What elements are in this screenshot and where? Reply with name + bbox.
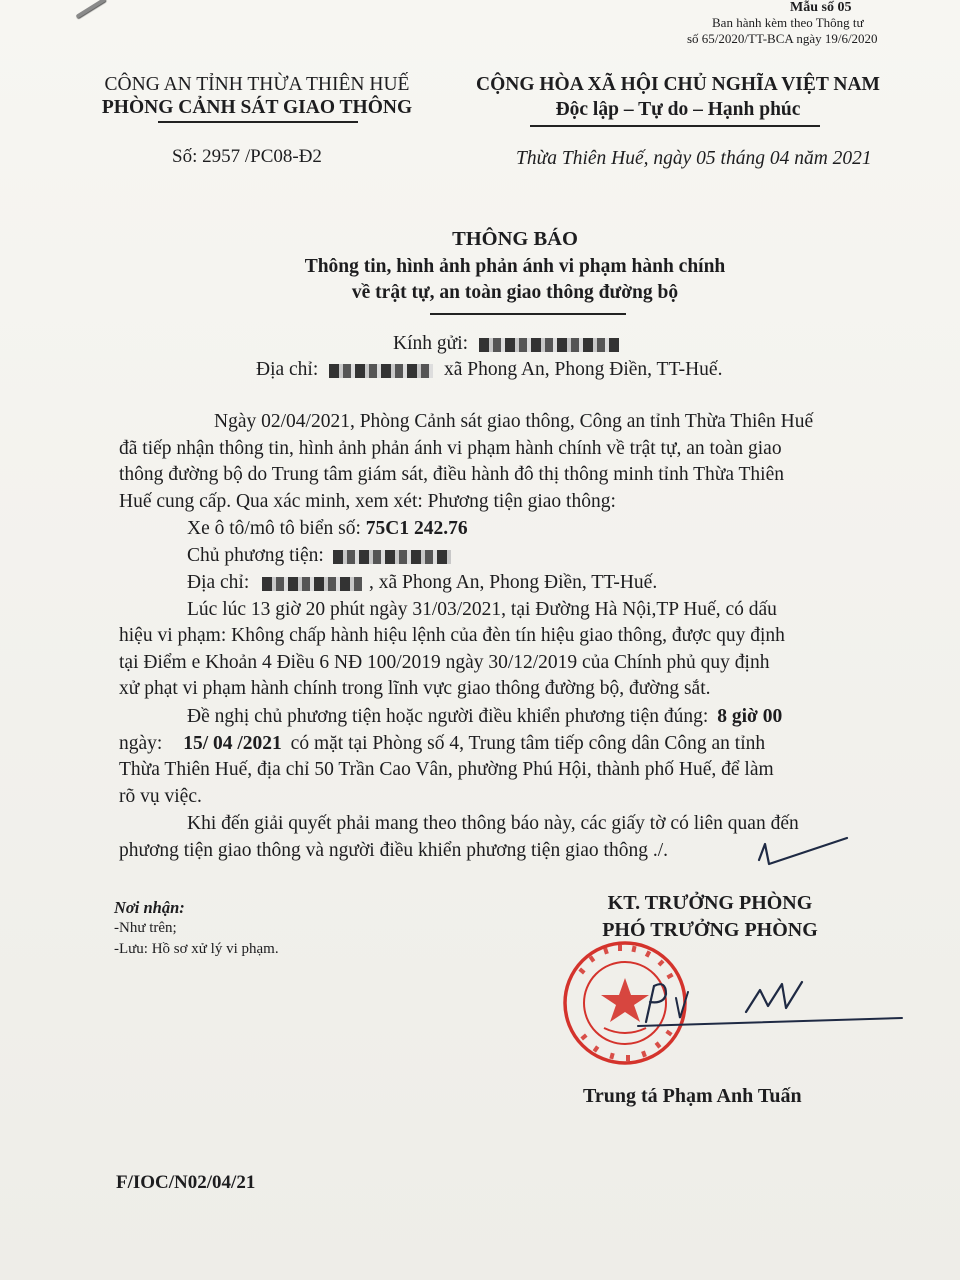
para2-line3: tại Điểm e Khoản 4 Điều 6 NĐ 100/2019 ngày 30/12/2019 của Chính phủ quy định <box>119 652 770 673</box>
plate-line <box>187 516 468 543</box>
signer-role-2: PHÓ TRƯỞNG PHÒNG <box>602 919 818 941</box>
para2-line1: Lúc lúc 13 giờ 20 phút ngày 31/03/2021, tại Đường Hà Nội,TP Huế, có dấu <box>187 599 777 620</box>
para3-line4: rõ vụ việc. <box>119 786 202 807</box>
para3-line2-text: có mặt tại Phòng số 4, Trung tâm tiếp công dân Công an tỉnh <box>290 733 766 754</box>
form-code: Mẫu số 05 <box>790 0 852 15</box>
form-circular: số 65/2020/TT-BCA ngày 19/6/2020 <box>687 31 878 46</box>
para3-line1 <box>187 704 782 731</box>
recipient-line <box>393 333 619 355</box>
redacted-recipient-address <box>329 364 433 378</box>
motto-underline <box>530 125 820 127</box>
para4-line1: Khi đến giải quyết phải mang theo thông báo này, các giấy tờ có liên quan đến <box>187 813 799 834</box>
handwritten-end-mark <box>755 826 851 870</box>
agency-name: PHÒNG CẢNH SÁT GIAO THÔNG <box>101 97 413 118</box>
signer-role-1: KT. TRƯỞNG PHÒNG <box>607 892 813 914</box>
national-name: CỘNG HÒA XÃ HỘI CHỦ NGHĨA VIỆT NAM <box>476 74 880 95</box>
recipients-item-2: -Lưu: Hồ sơ xử lý vi phạm. <box>114 941 279 957</box>
notice-subtitle-2: về trật tự, an toàn giao thông đường bộ <box>351 282 679 303</box>
para3-line2-label: ngày: <box>119 733 163 754</box>
owner-label: Chủ phương tiện: <box>187 545 324 566</box>
para2-line2: hiệu vi phạm: Không chấp hành hiệu lệnh của đèn tín hiệu giao thông, được quy định <box>119 625 785 646</box>
para2-line4: xử phạt vi phạm hành chính trong lĩnh vực giao thông đường bộ, đường sắt. <box>119 678 711 699</box>
appointment-time: 8 giờ 00 <box>717 706 783 727</box>
recipient-address-label: Địa chỉ: <box>256 359 319 380</box>
appointment-date: 15/ 04 /2021 <box>183 733 282 754</box>
recipient-address-line <box>256 359 722 381</box>
notice-title: THÔNG BÁO <box>452 228 578 250</box>
redacted-owner-name <box>333 550 451 564</box>
recipient-label: Kính gửi: <box>393 333 469 354</box>
recipient-address-tail: xã Phong An, Phong Điền, TT-Huế. <box>444 359 723 380</box>
handwritten-signature <box>636 972 906 1032</box>
signer-name: Trung tá Phạm Anh Tuấn <box>583 1085 802 1107</box>
para1-line3: thông đường bộ do Trung tâm giám sát, điều hành đô thị thông minh tỉnh Thừa Thiên <box>119 464 784 485</box>
para3-line3: Thừa Thiên Huế, địa chỉ 50 Trần Cao Vân, phường Phú Hội, thành phố Huế, để làm <box>119 759 774 780</box>
document-number: Số: 2957 /PC08-Đ2 <box>172 146 322 167</box>
title-underline <box>430 313 626 315</box>
para3-line2 <box>119 731 765 758</box>
owner-line <box>187 543 451 570</box>
plate-value: 75C1 242.76 <box>365 518 468 539</box>
form-issued-with: Ban hành kèm theo Thông tư <box>712 15 864 30</box>
plate-label: Xe ô tô/mô tô biển số: <box>187 518 361 539</box>
para4-line2: phương tiện giao thông và người điều khiển phương tiện giao thông ./. <box>119 840 668 861</box>
redacted-owner-address <box>262 577 362 591</box>
footer-code: F/IOC/N02/04/21 <box>116 1172 256 1193</box>
para1-line2: đã tiếp nhận thông tin, hình ảnh phản ánh vi phạm hành chính về trật tự, an toàn giao <box>119 438 782 459</box>
notice-subtitle-1: Thông tin, hình ảnh phản ánh vi phạm hành chính <box>304 256 726 277</box>
owner-address-label: Địa chỉ: <box>187 572 250 593</box>
para3-line1-text: Đề nghị chủ phương tiện hoặc người điều khiển phương tiện đúng: <box>187 706 709 727</box>
recipients-label: Nơi nhận: <box>114 898 185 917</box>
owner-address-line <box>187 570 657 597</box>
national-motto: Độc lập – Tự do – Hạnh phúc <box>555 99 801 120</box>
redacted-recipient-name <box>479 338 619 352</box>
owner-address-tail: , xã Phong An, Phong Điền, TT-Huế. <box>369 572 658 593</box>
agency-parent: CÔNG AN TỈNH THỪA THIÊN HUẾ <box>104 74 410 95</box>
place-date: Thừa Thiên Huế, ngày 05 tháng 04 năm 2021 <box>516 148 872 169</box>
para1-line4: Huế cung cấp. Qua xác minh, xem xét: Phương tiện giao thông: <box>119 491 616 512</box>
para1-line1: Ngày 02/04/2021, Phòng Cảnh sát giao thông, Công an tỉnh Thừa Thiên Huế <box>214 411 814 432</box>
recipients-item-1: -Như trên; <box>114 920 177 936</box>
agency-underline <box>158 121 358 123</box>
